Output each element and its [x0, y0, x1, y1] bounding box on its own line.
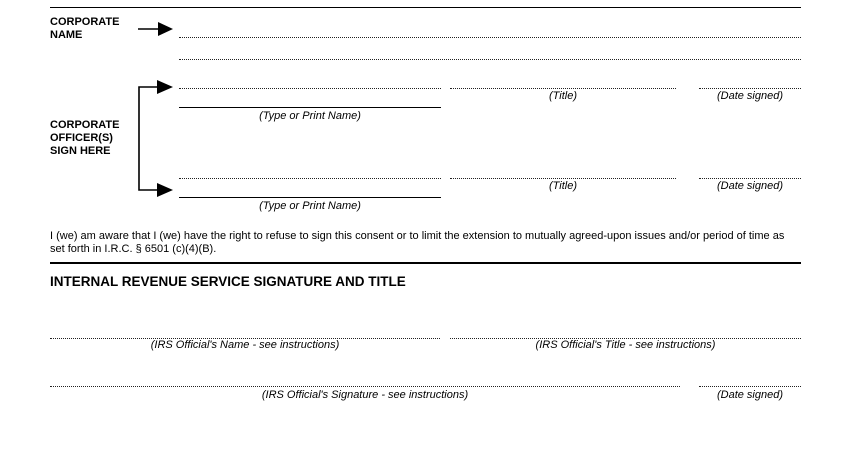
officer1-signature-field[interactable]	[179, 88, 441, 89]
officer1-type-name-field[interactable]	[179, 107, 441, 108]
officers-label-line2: OFFICER(S)	[50, 132, 113, 144]
officer1-type-name-caption: (Type or Print Name)	[259, 110, 361, 122]
corporate-name-line1-field[interactable]	[179, 37, 801, 38]
irs-official-title-caption: (IRS Official's Title - see instructions)	[535, 339, 716, 351]
statement-line1: I (we) am aware that I (we) have the right to refuse to sign this consent or to limit the extension to mutually agreed-upon issues and/or period of time as	[50, 230, 785, 242]
officer2-date-caption: (Date signed)	[716, 180, 784, 192]
irs-date-signed-caption: (Date signed)	[716, 389, 784, 401]
officers-label-line1: CORPORATE	[50, 119, 120, 131]
corporate-name-line2-field[interactable]	[179, 59, 801, 60]
refusal-statement	[50, 230, 810, 256]
irs-official-signature-caption: (IRS Official's Signature - see instructions)	[261, 389, 469, 401]
corporate-officers-label	[50, 119, 119, 158]
corporate-name-label-line2: NAME	[50, 29, 83, 41]
irs-date-signed-field[interactable]	[699, 386, 801, 387]
irs-section-heading: INTERNAL REVENUE SERVICE SIGNATURE AND TITLE	[50, 274, 406, 289]
officer1-date-field[interactable]	[699, 88, 801, 89]
section-rule	[50, 262, 801, 264]
arrow-right-icon	[138, 21, 174, 37]
officer1-title-caption: (Title)	[548, 90, 577, 102]
irs-official-name-caption: (IRS Official's Name - see instructions)	[150, 339, 340, 351]
irs-official-signature-field[interactable]	[50, 386, 680, 387]
officer2-type-name-field[interactable]	[179, 197, 441, 198]
officer2-title-field[interactable]	[450, 178, 676, 179]
top-rule	[50, 7, 801, 8]
officer1-title-field[interactable]	[450, 88, 676, 89]
officer2-type-name-caption: (Type or Print Name)	[259, 200, 361, 212]
corporate-name-label-line1: CORPORATE	[50, 16, 120, 28]
officer2-date-field[interactable]	[699, 178, 801, 179]
bracket-arrows-icon	[135, 77, 177, 201]
officer2-signature-field[interactable]	[179, 178, 441, 179]
officers-label-line3: SIGN HERE	[50, 145, 111, 157]
officer1-date-caption: (Date signed)	[716, 90, 784, 102]
officer2-title-caption: (Title)	[548, 180, 577, 192]
statement-line2: set forth in I.R.C. § 6501 (c)(4)(B).	[50, 243, 217, 255]
corporate-name-label	[50, 16, 119, 42]
